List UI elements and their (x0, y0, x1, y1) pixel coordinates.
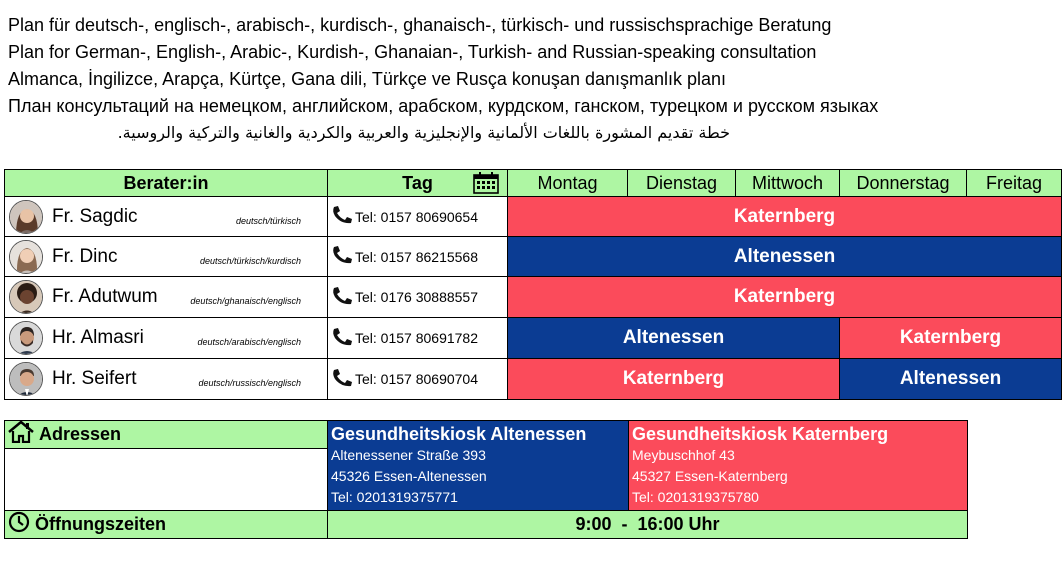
slot-katernberg: Katernberg (839, 317, 1062, 359)
header-line-de: Plan für deutsch-, englisch-, arabisch-, kurdisch-, ghanaisch-, türkisch- und russischsprachige Beratung (8, 15, 832, 35)
phone-icon (331, 327, 355, 350)
phone-icon (331, 245, 355, 268)
col-header-friday: Freitag (966, 169, 1062, 197)
phone-number: Tel: 0157 80691782 (355, 330, 478, 346)
hours-label: Öffnungszeiten (35, 514, 166, 534)
kiosk-katernberg (628, 420, 968, 511)
col-header-day-label: Tag (402, 173, 433, 193)
col-header-consultant: Berater:in (4, 169, 328, 197)
slot-altenessen: Altenessen (839, 358, 1062, 400)
hours-label-cell (4, 510, 328, 539)
address-table (4, 420, 968, 540)
consultant-languages: deutsch/russisch/englisch (198, 378, 301, 388)
consultant-cell (4, 358, 328, 400)
avatar (9, 280, 43, 314)
phone-number: Tel: 0157 86215568 (355, 248, 478, 265)
header-text (8, 12, 878, 144)
slot-altenessen: Altenessen (507, 317, 840, 359)
phone-icon (331, 286, 355, 309)
phone-icon (331, 368, 355, 391)
avatar (9, 362, 43, 396)
kiosk-street: Altenessener Straße 393 (331, 447, 486, 463)
kiosk-title: Gesundheitskiosk Altenessen (331, 424, 587, 444)
col-header-monday: Montag (507, 169, 628, 197)
avatar (9, 321, 43, 355)
phone-cell (327, 358, 508, 400)
phone-cell (327, 317, 508, 359)
header-line-en: Plan for German-, English-, Arabic-, Kurdish-, Ghanaian-, Turkish- and Russian-speaking consultation (8, 42, 817, 62)
phone-icon (331, 205, 355, 228)
kiosk-city: 45327 Essen-Katernberg (632, 468, 788, 484)
addresses-label: Adressen (39, 424, 122, 444)
consultant-languages: deutsch/ghanaisch/englisch (190, 296, 301, 306)
hours-value: 9:00 - 16:00 Uhr (327, 510, 968, 539)
avatar (9, 240, 43, 274)
phone-cell (327, 276, 508, 318)
header-line-ar: خطة تقديم المشورة باللغات الألمانية والإنجليزية والعربية والكردية والغانية والتركية والروسية. (117, 123, 730, 142)
slot-altenessen: Altenessen (507, 236, 1062, 277)
slot-katernberg: Katernberg (507, 196, 1062, 237)
phone-number: Tel: 0157 80690654 (355, 208, 478, 225)
consultant-languages: deutsch/türkisch (235, 216, 301, 226)
consultant-name: Fr. Adutwum (52, 286, 158, 307)
consultant-cell (4, 236, 328, 277)
consultant-name: Hr. Seifert (52, 368, 137, 389)
consultant-cell (4, 276, 328, 318)
kiosk-city: 45326 Essen-Altenessen (331, 468, 487, 484)
kiosk-phone: Tel: 0201319375780 (632, 489, 759, 505)
kiosk-street: Meybuschhof 43 (632, 447, 735, 463)
consultant-languages: deutsch/arabisch/englisch (197, 337, 301, 347)
consultant-cell (4, 196, 328, 237)
phone-number: Tel: 0176 30888557 (355, 289, 478, 305)
col-header-tuesday: Dienstag (627, 169, 736, 197)
addresses-label-cell (4, 420, 328, 449)
phone-cell (327, 196, 508, 237)
home-icon (7, 421, 39, 448)
phone-cell (327, 236, 508, 277)
clock-icon (7, 511, 35, 538)
calendar-icon (473, 172, 499, 197)
addresses-blank-cell (4, 448, 328, 511)
consultant-cell (4, 317, 328, 359)
col-header-day (327, 169, 508, 197)
consultant-name: Fr. Dinc (52, 246, 118, 267)
header-line-tr: Almanca, İngilizce, Arapça, Kürtçe, Gana dili, Türkçe ve Rusça konuşan danışmanlık planı (8, 69, 727, 89)
consultant-name: Hr. Almasri (52, 327, 144, 348)
slot-katernberg: Katernberg (507, 276, 1062, 318)
phone-number: Tel: 0157 80690704 (355, 371, 478, 387)
col-header-wednesday: Mittwoch (735, 169, 840, 197)
consultant-languages: deutsch/türkisch/kurdisch (199, 256, 301, 266)
consultant-name: Fr. Sagdic (52, 206, 138, 227)
header-line-ru: План консультаций на немецком, английском, арабском, курдском, ганском, турецком и русском языках (8, 96, 879, 116)
slot-katernberg: Katernberg (507, 358, 840, 400)
avatar (9, 200, 43, 234)
schedule-table (4, 169, 1062, 401)
kiosk-altenessen (327, 420, 629, 511)
col-header-thursday: Donnerstag (839, 169, 967, 197)
kiosk-phone: Tel: 0201319375771 (331, 489, 458, 505)
kiosk-title: Gesundheitskiosk Katernberg (632, 424, 889, 444)
